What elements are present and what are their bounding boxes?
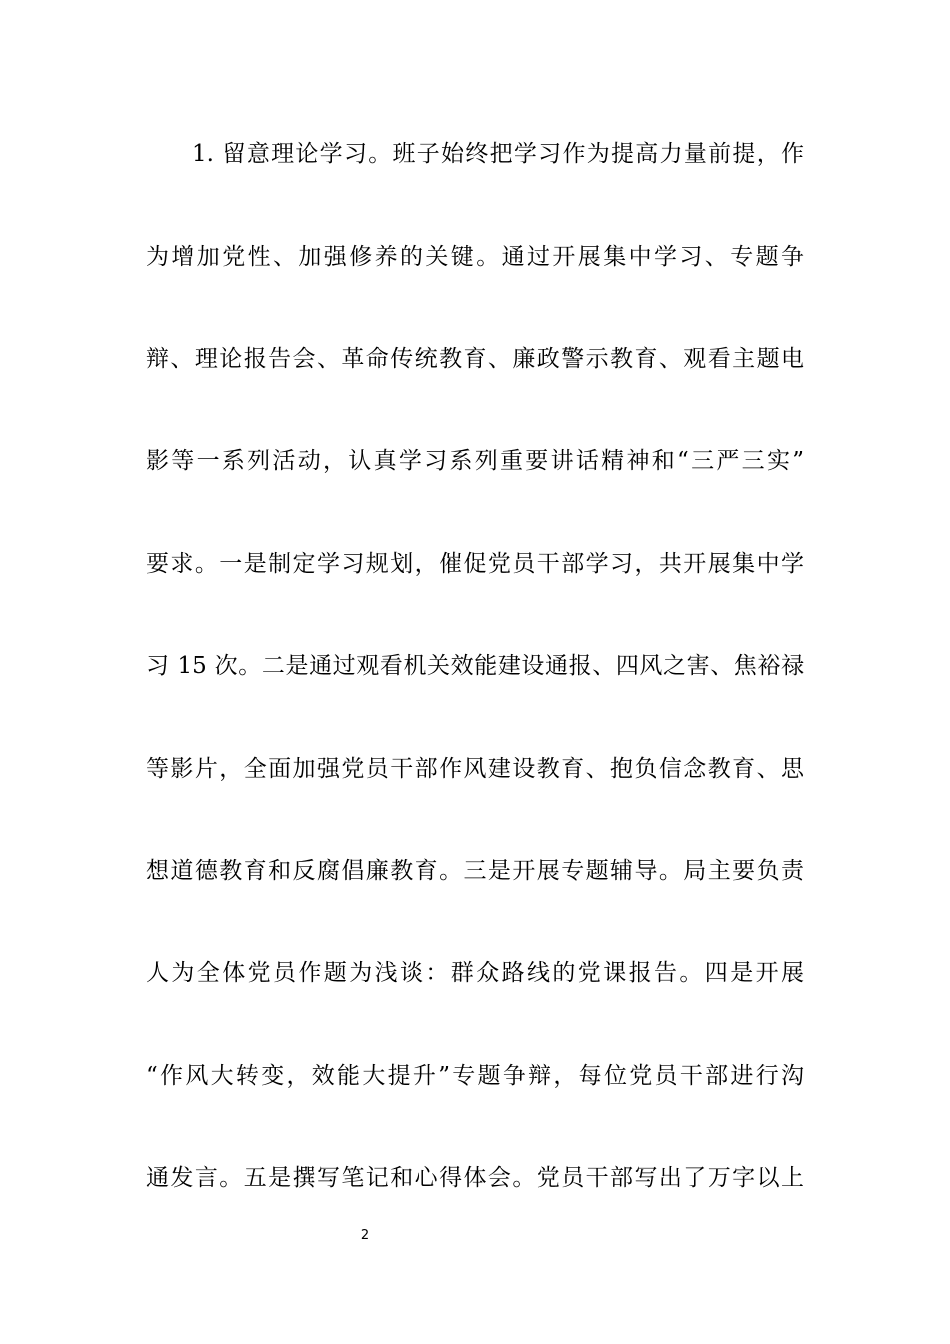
paragraph-line-8: 想道德教育和反腐倡廉教育。三是开展专题辅导。局主要负责 xyxy=(146,858,804,884)
paragraph-line-1: 1. 留意理论学习。班子始终把学习作为提高力量前提，作 xyxy=(192,141,804,167)
paragraph-line-2: 为增加党性、加强修养的关键。通过开展集中学习、专题争 xyxy=(146,244,804,270)
paragraph-line-9: 人为全体党员作题为浅谈：群众路线的党课报告。四是开展 xyxy=(146,960,804,986)
page-number: 2 xyxy=(360,1228,370,1243)
paragraph-line-6: 习 15 次。二是通过观看机关效能建设通报、四风之害、焦裕禄 xyxy=(146,653,804,679)
paragraph-line-7: 等影片，全面加强党员干部作风建设教育、抱负信念教育、思 xyxy=(146,756,804,782)
paragraph-line-4: 影等一系列活动，认真学习系列重要讲话精神和“三严三实” xyxy=(146,448,804,474)
paragraph-line-5: 要求。一是制定学习规划，催促党员干部学习，共开展集中学 xyxy=(146,551,804,577)
paragraph-line-3: 辩、理论报告会、革命传统教育、廉政警示教育、观看主题电 xyxy=(146,346,804,372)
paragraph-line-11: 通发言。五是撰写笔记和心得体会。党员干部写出了万字以上 xyxy=(146,1165,804,1191)
paragraph-line-10: “作风大转变，效能大提升”专题争辩，每位党员干部进行沟 xyxy=(146,1063,804,1089)
